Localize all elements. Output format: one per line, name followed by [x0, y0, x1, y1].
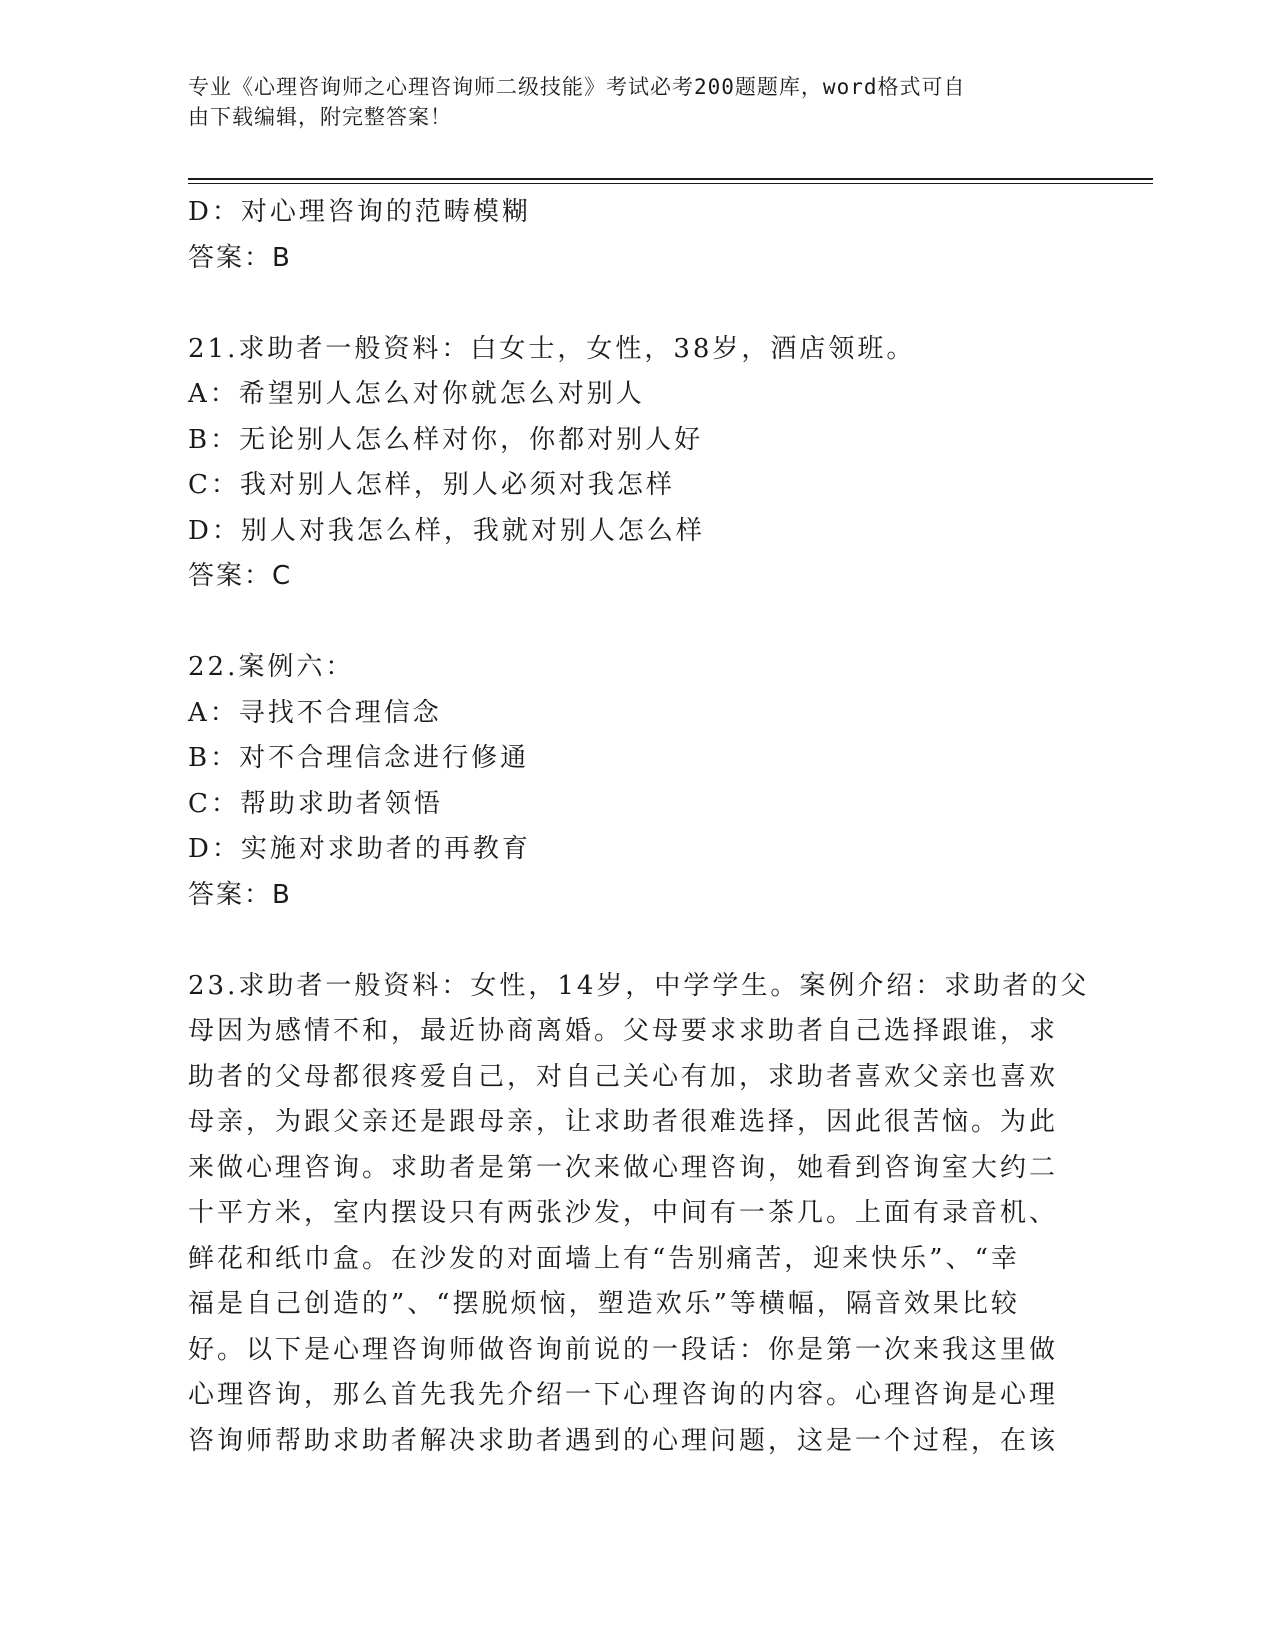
question-21: [188, 327, 1088, 600]
document-body: [188, 190, 1088, 1464]
question-text-line: 23.求助者一般资料：女性，14岁，中学学生。案例介绍：求助者的父: [188, 970, 1090, 1001]
prev-answer: 答案：B: [188, 242, 292, 273]
question-stem: 22.案例六：: [188, 652, 355, 682]
option-c: C：帮助求助者领悟: [188, 788, 443, 819]
spacer: [188, 918, 1088, 964]
option-b: B：无论别人怎么样对你，你都对别人好: [188, 424, 704, 455]
spacer: [188, 281, 1088, 327]
question-stem: 21.求助者一般资料：白女士，女性，38岁，酒店领班。: [188, 333, 916, 364]
document-header: [188, 72, 1068, 132]
question-text-line: 好。以下是心理咨询师做咨询前说的一段话：你是第一次来我这里做: [188, 1334, 1059, 1365]
question-text-line: 心理咨询，那么首先我先介绍一下心理咨询的内容。心理咨询是心理: [188, 1380, 1059, 1410]
option-a: A：寻找不合理信念: [188, 697, 442, 728]
question-22: [188, 645, 1088, 918]
option-a: A：希望别人怎么对你就怎么对别人: [188, 379, 645, 409]
spacer: [188, 600, 1088, 646]
question-text-line: 十平方米，室内摆设只有两张沙发，中间有一茶几。上面有录音机、: [188, 1198, 1059, 1228]
question-text-line: 母亲，为跟父亲还是跟母亲，让求助者很难选择，因此很苦恼。为此: [188, 1107, 1059, 1137]
option-b: B：对不合理信念进行修通: [188, 743, 530, 773]
question-text-line: 鲜花和纸巾盒。在沙发的对面墙上有“告别痛苦，迎来快乐”、“幸: [188, 1243, 1020, 1274]
question-text-line: 母因为感情不和，最近协商离婚。父母要求求助者自己选择跟谁，求: [188, 1016, 1059, 1046]
option-d: D：实施对求助者的再教育: [188, 834, 531, 864]
prev-option-d: D：对心理咨询的范畴模糊: [188, 197, 531, 227]
header-divider-thin: [188, 183, 1153, 184]
question-text-line: 福是自己创造的”、“摆脱烦恼，塑造欢乐”等横幅，隔音效果比较: [188, 1289, 1020, 1319]
header-line-1: 专业《心理咨询师之心理咨询师二级技能》考试必考200题题库，word格式可自: [188, 75, 966, 99]
header-line-2: 由下载编辑，附完整答案！: [188, 105, 452, 129]
header-divider-thick: [188, 178, 1153, 180]
question-text-line: 助者的父母都很疼爱自己，对自己关心有加，求助者喜欢父亲也喜欢: [188, 1061, 1059, 1092]
answer-line: 答案：B: [188, 879, 292, 910]
answer-line: 答案：C: [188, 561, 293, 591]
question-text-line: 来做心理咨询。求助者是第一次来做心理咨询，她看到咨询室大约二: [188, 1152, 1059, 1183]
question-text-line: 咨询师帮助求助者解决求助者遇到的心理问题，这是一个过程，在该: [188, 1425, 1059, 1456]
option-c: C：我对别人怎样，别人必须对我怎样: [188, 470, 675, 500]
question-23: [188, 964, 1088, 1465]
option-d: D：别人对我怎么样，我就对别人怎么样: [188, 515, 705, 546]
